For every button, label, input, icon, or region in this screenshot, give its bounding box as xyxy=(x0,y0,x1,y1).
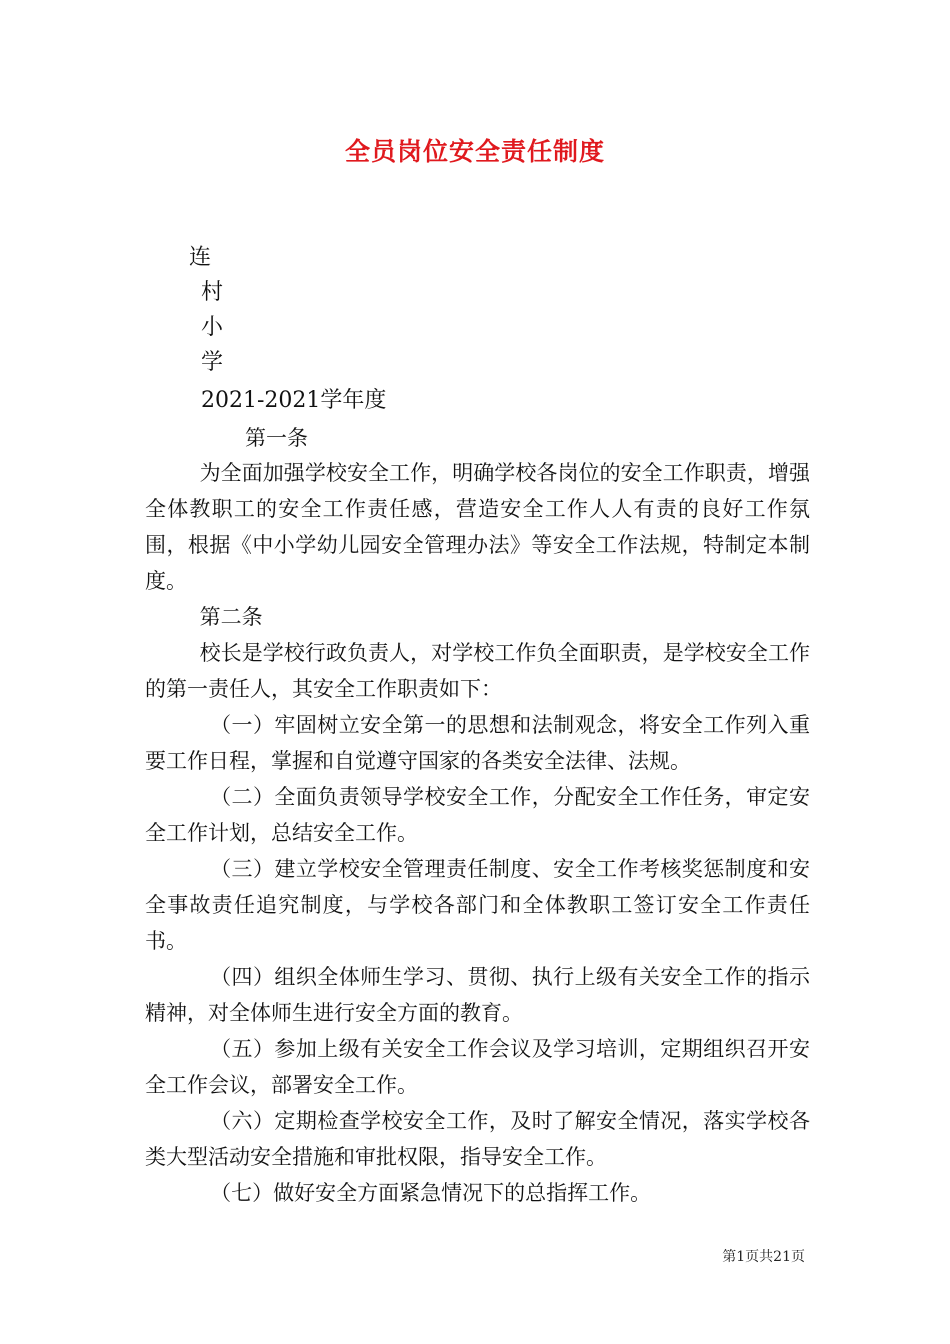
school-name-char-1: 连 xyxy=(189,245,212,270)
duty-item-3: （三）建立学校安全管理责任制度、安全工作考核奖惩制度和安全事故责任追究制度，与学校各部门和全体教职工签订安全工作责任书。 xyxy=(145,857,810,953)
duty-item-4: （四）组织全体师生学习、贯彻、执行上级有关安全工作的指示精神，对全体师生进行安全方面的教育。 xyxy=(145,965,810,1025)
duty-item-2: （二）全面负责领导学校安全工作，分配安全工作任务，审定安全工作计划，总结安全工作。 xyxy=(145,785,810,845)
article-1-text: 为全面加强学校安全工作，明确学校各岗位的安全工作职责，增强全体教职工的安全工作责任感，营造安全工作人人有责的良好工作氛围，根据《中小学幼儿园安全管理办法》等安全工作法规，特制定本制度。 xyxy=(145,461,810,593)
duty-item-1: （一）牢固树立安全第一的思想和法制观念，将安全工作列入重要工作日程，掌握和自觉遵守国家的各类安全法律、法规。 xyxy=(145,713,810,773)
article-1-heading: 第一条 xyxy=(245,426,308,450)
duty-item-7: （七）做好安全方面紧急情况下的总指挥工作。 xyxy=(210,1181,652,1205)
school-name-char-3: 小 xyxy=(201,315,224,340)
page-number-footer: 第1页共21页 xyxy=(722,1249,805,1265)
school-year: 2021-2021学年度 xyxy=(201,388,387,413)
duty-item-6: （六）定期检查学校安全工作，及时了解安全情况，落实学校各类大型活动安全措施和审批权限，指导安全工作。 xyxy=(145,1109,810,1169)
duty-item-5: （五）参加上级有关安全工作会议及学习培训，定期组织召开安全工作会议，部署安全工作。 xyxy=(145,1037,810,1097)
article-2-heading: 第二条 xyxy=(199,605,263,629)
document-title: 全员岗位安全责任制度 xyxy=(344,137,605,166)
article-2-text: 校长是学校行政负责人，对学校工作负全面职责，是学校安全工作的第一责任人，其安全工作职责如下： xyxy=(145,641,810,701)
school-name-char-4: 学 xyxy=(201,350,224,375)
school-name-char-2: 村 xyxy=(201,280,224,305)
document-body xyxy=(145,455,810,1211)
